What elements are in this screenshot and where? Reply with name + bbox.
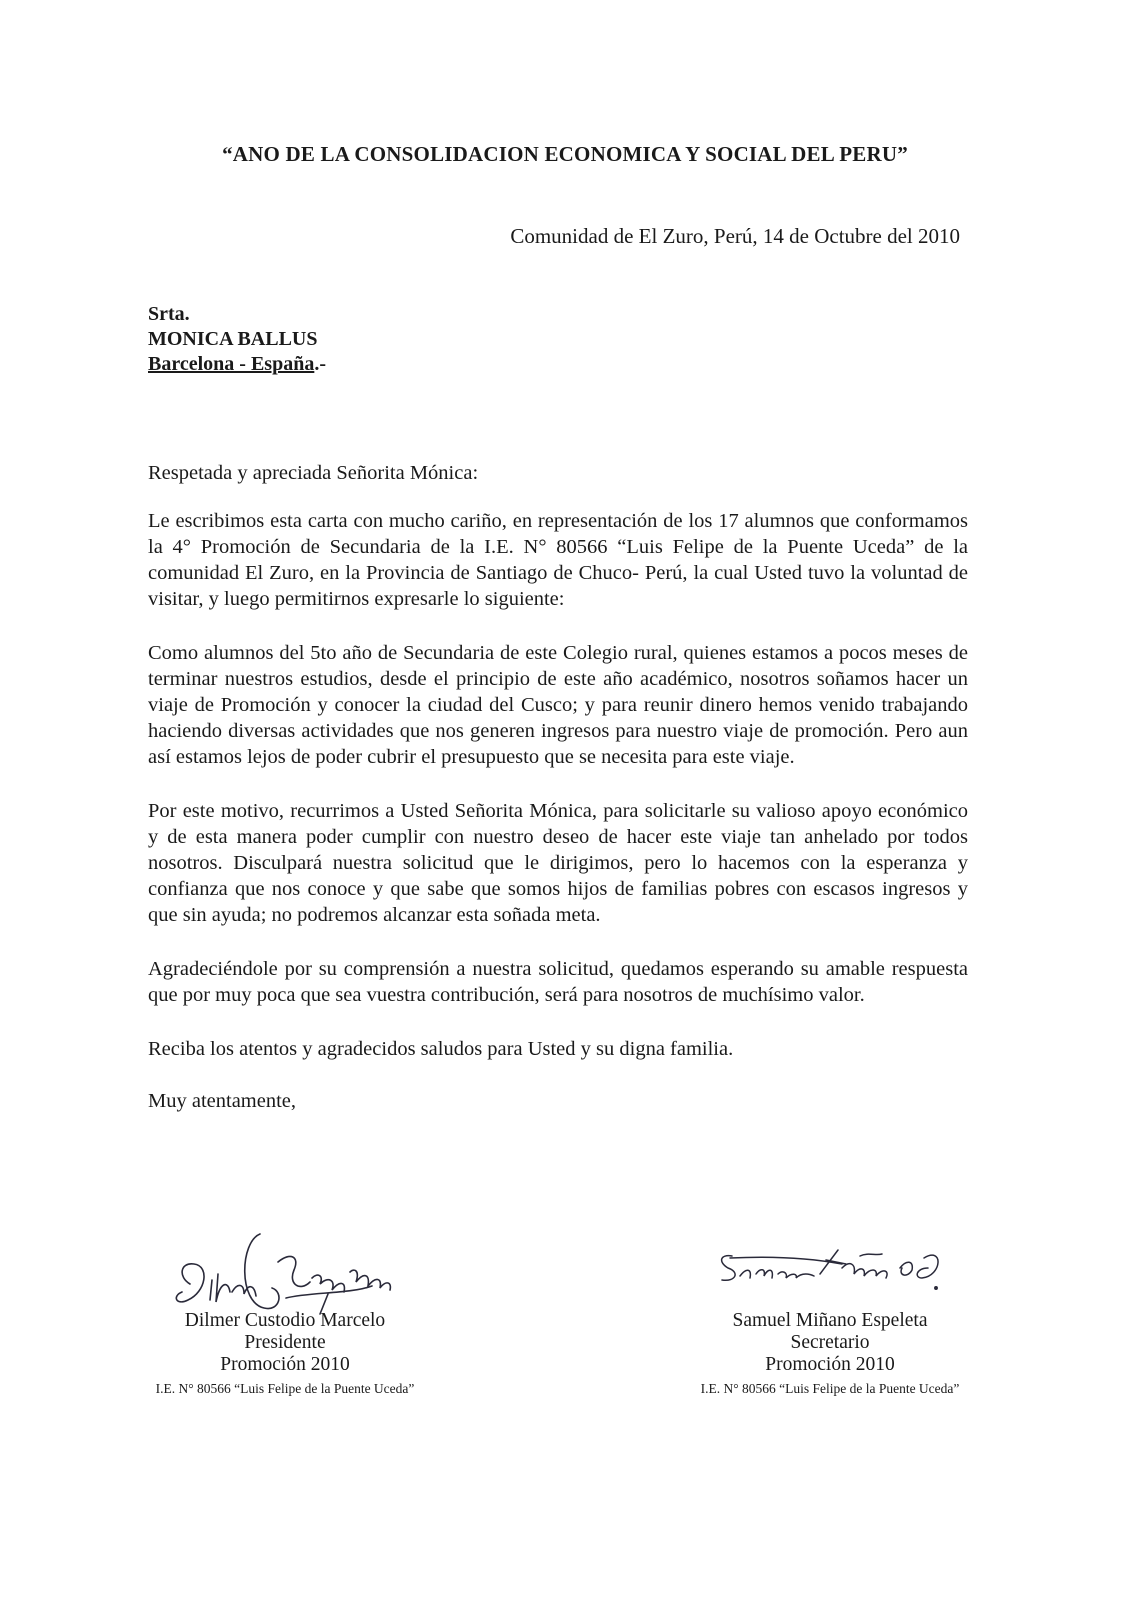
signatory-group: Promoción 2010 bbox=[765, 1354, 895, 1375]
salutation: Respetada y apreciada Señorita Mónica: bbox=[148, 462, 479, 484]
signatory-name: Samuel Miñano Espeleta bbox=[732, 1310, 928, 1331]
paragraph-intro: Le escribimos esta carta con mucho cariño, en representación de los 17 alumnos que conformamos la 4° Promoción de Secundaria de la I.E. N° 80566 “Luis Felipe de la Puente Uceda” de la comunidad El Zuro, en la Provincia de Santiago de Chuco- Perú, la cual Usted tuvo la voluntad de visitar, y luego permitirnos expresarle lo siguiente: bbox=[148, 510, 968, 610]
signature-left bbox=[160, 1222, 420, 1322]
signatory-group: Promoción 2010 bbox=[220, 1354, 350, 1375]
recipient-location: Barcelona - España bbox=[148, 353, 315, 375]
signatory-school: I.E. N° 80566 “Luis Felipe de la Puente Uceda” bbox=[700, 1381, 960, 1396]
signatory-school: I.E. N° 80566 “Luis Felipe de la Puente Uceda” bbox=[155, 1381, 415, 1396]
recipient-block bbox=[148, 302, 326, 377]
signatory-role: Presidente bbox=[244, 1332, 326, 1353]
greeting: Reciba los atentos y agradecidos saludos para Usted y su digna familia. bbox=[148, 1038, 734, 1060]
recipient-name: MONICA BALLUS bbox=[148, 328, 318, 350]
signatory-name: Dilmer Custodio Marcelo bbox=[184, 1310, 386, 1331]
signatory-left bbox=[140, 1310, 430, 1400]
paragraph-thanks: Agradeciéndole por su comprensión a nuestra solicitud, quedamos esperando su amable respuesta que por muy poca que sea vuestra contribución, será para nosotros de muchísimo valor. bbox=[148, 958, 968, 1006]
recipient-location-line bbox=[148, 352, 326, 377]
closing: Muy atentamente, bbox=[148, 1090, 297, 1112]
letter-body bbox=[148, 460, 968, 1114]
paragraph-trip: Como alumnos del 5to año de Secundaria de este Colegio rural, quienes estamos a pocos meses de terminar nuestros estudios, desde el principio de este año académico, nosotros soñamos hacer un viaje de Promoción y conocer la ciudad del Cusco; y para reunir dinero hemos venido trabajando haciendo diversas actividades que nos generen ingresos para nuestro viaje de promoción. Pero aun así estamos lejos de poder cubrir el presupuesto que se necesita para este viaje. bbox=[148, 642, 968, 768]
place-date: Comunidad de El Zuro, Perú, 14 de Octubre del 2010 bbox=[510, 224, 960, 248]
recipient-location-suffix: .- bbox=[314, 353, 326, 375]
year-title: “ANO DE LA CONSOLIDACION ECONOMICA Y SOCIAL DEL PERU” bbox=[222, 142, 908, 166]
recipient-title: Srta. bbox=[148, 303, 190, 325]
signature-right bbox=[710, 1238, 950, 1298]
signatory-role: Secretario bbox=[790, 1332, 870, 1353]
paragraph-request: Por este motivo, recurrimos a Usted Señorita Mónica, para solicitarle su valioso apoyo económico y de esta manera poder cumplir con nuestro deseo de hacer este viaje tan anhelado por todos nosotros. Disculpará nuestra solicitud que le dirigimos, pero lo hacemos con la esperanza y confianza que nos conoce y que sabe que somos hijos de familias pobres con escasos ingresos y que sin ayuda; no podremos alcanzar esta soñada meta. bbox=[148, 800, 968, 926]
signatory-right bbox=[680, 1310, 980, 1400]
